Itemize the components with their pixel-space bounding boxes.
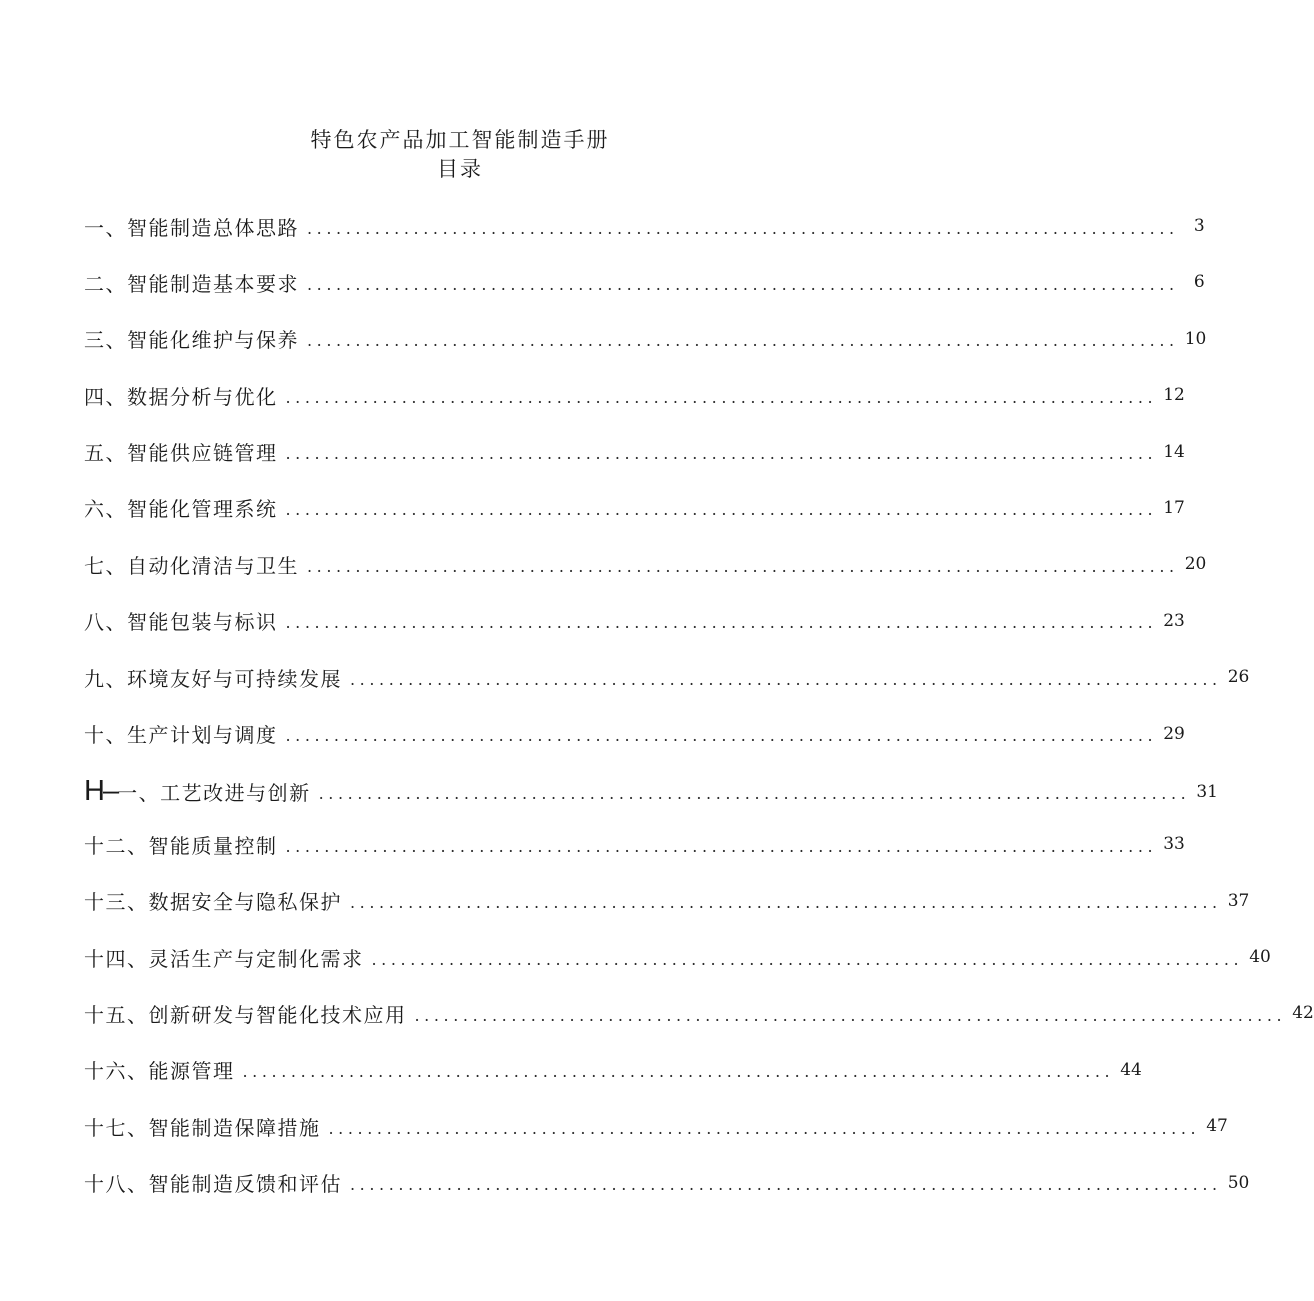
toc-entry-label: 十八、智能制造反馈和评估 (84, 1172, 342, 1197)
toc-leader-dots: .......................................................................................... (285, 726, 1158, 746)
toc-entry-label: 十七、智能制造保障措施 (84, 1115, 321, 1140)
toc-entry[interactable] (84, 321, 1207, 357)
toc-entry[interactable] (84, 546, 1207, 582)
toc-leader-dots: .......................................................................................... (350, 669, 1222, 689)
table-of-contents (84, 208, 1314, 1221)
toc-entry[interactable] (84, 995, 1314, 1031)
toc-entry[interactable] (84, 939, 1271, 975)
toc-entry-prefix: H– (84, 775, 118, 808)
toc-entry[interactable] (84, 772, 1218, 812)
toc-entry-label: 六、智能化管理系统 (84, 497, 278, 522)
toc-page-number: 14 (1163, 441, 1185, 462)
toc-entry-label: 四、数据分析与优化 (84, 384, 278, 409)
toc-page-number: 3 (1193, 216, 1205, 236)
toc-page-number: 20 (1184, 554, 1207, 575)
toc-entry[interactable] (84, 826, 1185, 862)
toc-entry-label: 十三、数据安全与隐私保护 (84, 890, 342, 915)
toc-leader-dots: .......................................................................................... (328, 1118, 1201, 1138)
toc-page-number: 26 (1227, 667, 1250, 688)
toc-entry[interactable] (84, 208, 1205, 244)
toc-page-number: 42 (1292, 1003, 1314, 1024)
toc-entry-label: 五、智能供应链管理 (84, 441, 278, 466)
toc-entry[interactable] (84, 1108, 1228, 1144)
toc-entry-label: 七、自动化清洁与卫生 (84, 553, 299, 578)
toc-page-number: 40 (1249, 947, 1271, 968)
toc-leader-dots: .......................................................................................... (307, 218, 1179, 238)
toc-entry-label: 三、智能化维护与保养 (84, 328, 299, 353)
toc-entry-label: 二、智能制造基本要求 (84, 271, 299, 296)
toc-entry-label: 十六、能源管理 (84, 1059, 235, 1084)
toc-leader-dots: .......................................................................................... (350, 893, 1222, 913)
toc-entry-label: 八、智能包装与标识 (84, 610, 278, 635)
toc-page-number: 31 (1196, 781, 1218, 802)
toc-entry-label: 十二、智能质量控制 (84, 833, 278, 858)
toc-entry[interactable] (84, 603, 1185, 639)
toc-page-number: 33 (1163, 834, 1185, 855)
toc-page-number: 29 (1163, 723, 1185, 744)
toc-leader-dots: .......................................................................................... (285, 836, 1158, 856)
toc-leader-dots: .......................................................................................... (285, 387, 1158, 407)
toc-leader-dots: .......................................................................................... (307, 556, 1179, 576)
toc-leader-dots: .......................................................................................... (285, 500, 1158, 520)
toc-entry[interactable] (84, 434, 1185, 470)
toc-page-number: 17 (1163, 497, 1185, 518)
toc-leader-dots: .......................................................................................... (242, 1062, 1115, 1082)
toc-page-number: 12 (1163, 385, 1185, 406)
toc-entry[interactable] (84, 1165, 1250, 1201)
toc-leader-dots: .......................................................................................... (414, 1005, 1287, 1025)
toc-page-number: 6 (1193, 272, 1205, 293)
toc-leader-dots: .......................................................................................... (307, 274, 1179, 294)
toc-entry[interactable] (84, 883, 1250, 919)
toc-entry-label: 九、环境友好与可持续发展 (84, 666, 342, 691)
toc-entry[interactable] (84, 716, 1185, 752)
toc-leader-dots: .......................................................................................... (371, 949, 1244, 969)
toc-entry[interactable] (84, 659, 1250, 695)
toc-entry[interactable] (84, 490, 1185, 526)
toc-page-number: 47 (1206, 1116, 1228, 1137)
toc-page-number: 10 (1184, 328, 1207, 349)
toc-leader-dots: .......................................................................................... (350, 1175, 1222, 1195)
toc-leader-dots: .......................................................................................... (285, 444, 1158, 464)
toc-page-number: 44 (1120, 1059, 1142, 1080)
toc-page-number: 50 (1227, 1172, 1250, 1193)
toc-leader-dots: .......................................................................................... (285, 613, 1158, 633)
toc-leader-dots: .......................................................................................... (307, 331, 1179, 351)
toc-leader-dots: .......................................................................................... (318, 784, 1191, 804)
toc-entry-label: 十五、创新研发与智能化技术应用 (84, 1002, 407, 1027)
toc-entry[interactable] (84, 264, 1205, 300)
toc-entry-label: 一、智能制造总体思路 (84, 215, 299, 240)
toc-page-number: 23 (1163, 610, 1185, 631)
toc-entry-label: 十、生产计划与调度 (84, 723, 278, 748)
toc-entry-label: 十四、灵活生产与定制化需求 (84, 946, 364, 971)
toc-heading: 目录 (437, 157, 483, 181)
toc-entry[interactable] (84, 377, 1185, 413)
toc-entry[interactable] (84, 1052, 1142, 1088)
toc-page-number: 37 (1227, 890, 1250, 911)
document-title: 特色农产品加工智能制造手册 (310, 128, 610, 152)
toc-entry-label: 一、工艺改进与创新 (117, 781, 311, 806)
